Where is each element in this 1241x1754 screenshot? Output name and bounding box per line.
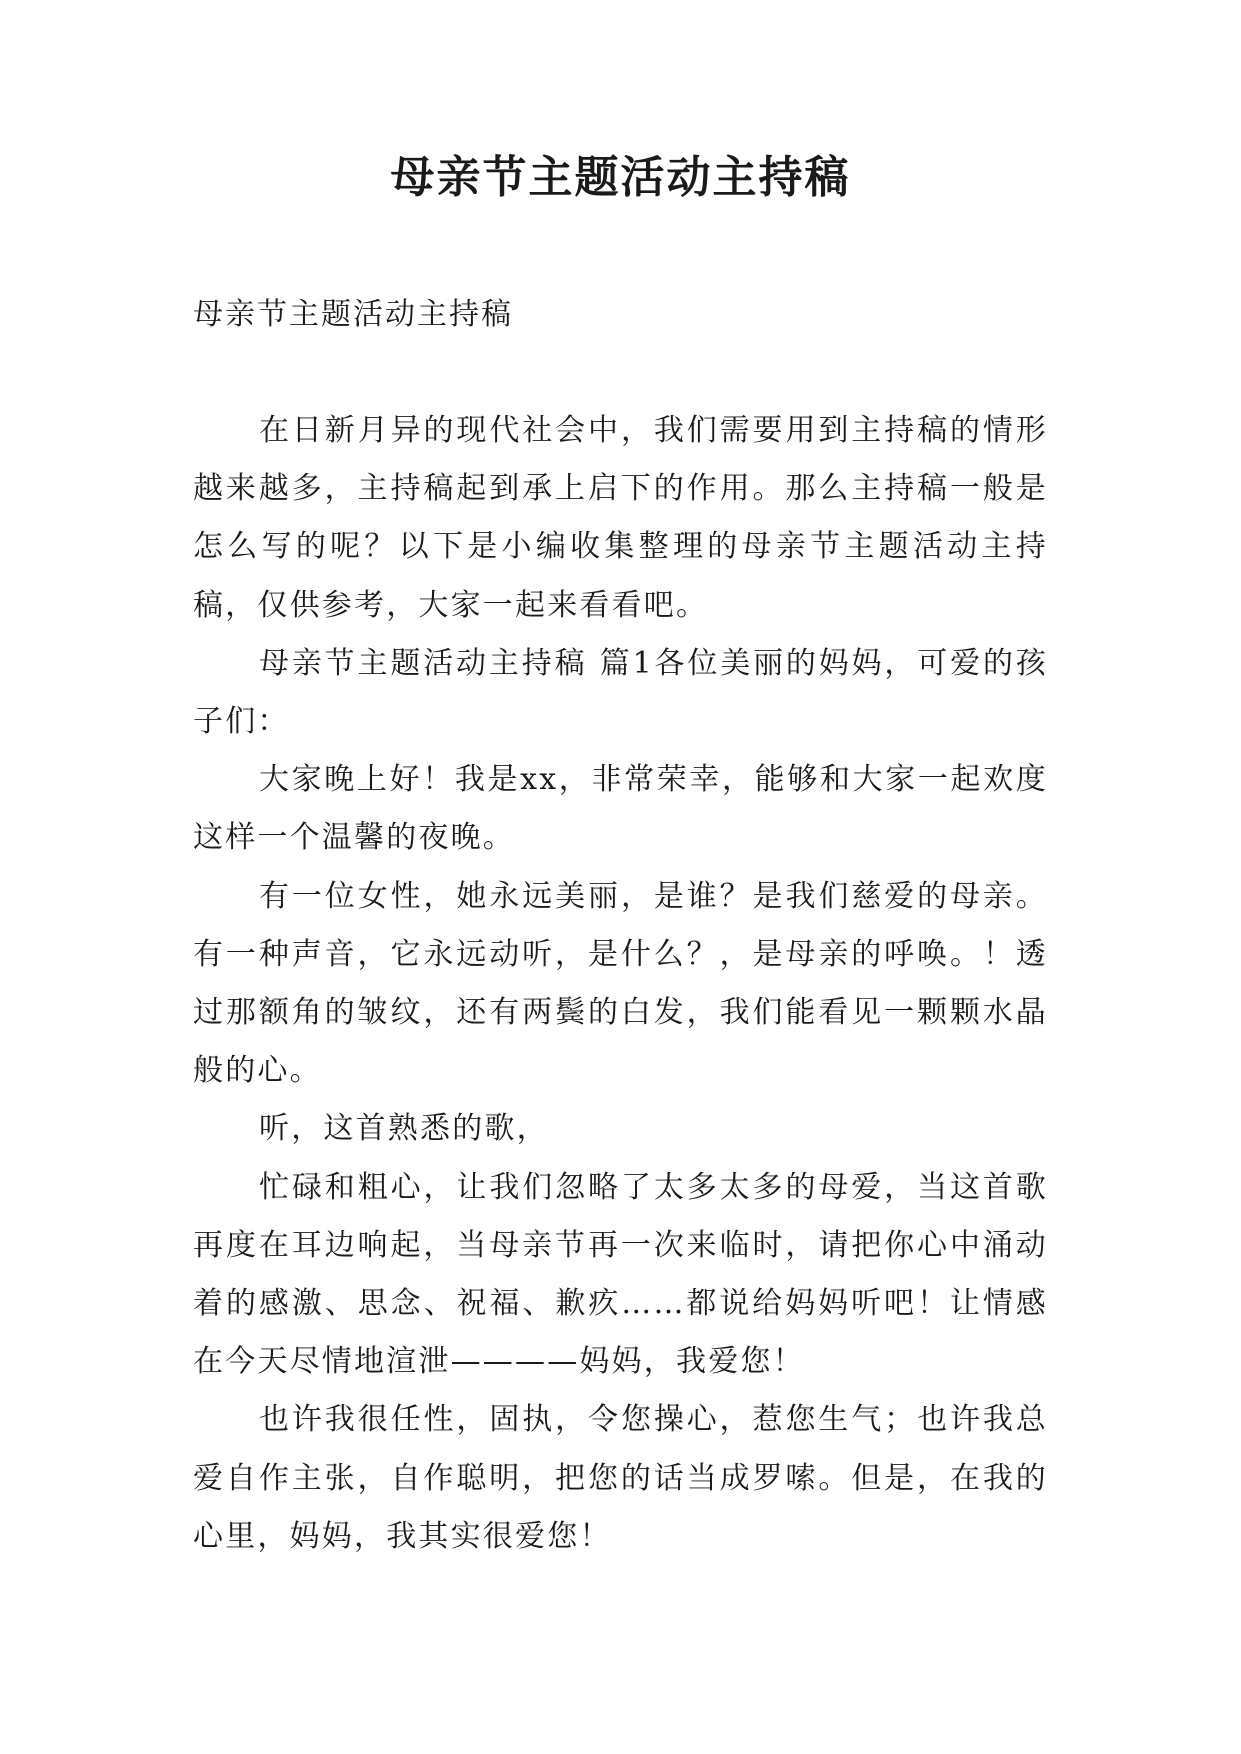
paragraph: 在日新月异的现代社会中，我们需要用到主持稿的情形越来越多，主持稿起到承上启下的作用。那么主持稿一般是怎么写的呢？以下是小编收集整理的母亲节主题活动主持稿，仅供参考，大家一起来看看吧。 [193, 413, 1048, 623]
paragraph: 听，这首熟悉的歌， [259, 1111, 549, 1147]
paragraph: 母亲节主题活动主持稿 篇1各位美丽的妈妈，可爱的孩子们： [193, 645, 1048, 740]
document-body [193, 402, 1048, 1566]
paragraph: 忙碌和粗心，让我们忽略了太多太多的母爱，当这首歌再度在耳边响起，当母亲节再一次来临时，请把你心中涌动着的感激、思念、祝福、歉疚……都说给妈妈听吧！让情感在今天尽情地渲泄————妈妈，我爱您！ [193, 1169, 1048, 1380]
document-title: 母亲节主题活动主持稿 [390, 152, 851, 203]
paragraph: 大家晚上好！我是xx，非常荣幸，能够和大家一起欢度这样一个温馨的夜晚。 [193, 762, 1048, 856]
paragraph: 有一位女性，她永远美丽，是谁？是我们慈爱的母亲。有一种声音，它永远动听，是什么？，是母亲的呼唤。！透过那额角的皱纹，还有两鬓的白发，我们能看见一颗颗水晶般的心。 [193, 878, 1048, 1089]
paragraph: 也许我很任性，固执，令您操心，惹您生气；也许我总爱自作主张，自作聪明，把您的话当成罗嗦。但是，在我的心里，妈妈，我其实很爱您！ [193, 1402, 1048, 1554]
document-subtitle: 母亲节主题活动主持稿 [193, 297, 513, 332]
